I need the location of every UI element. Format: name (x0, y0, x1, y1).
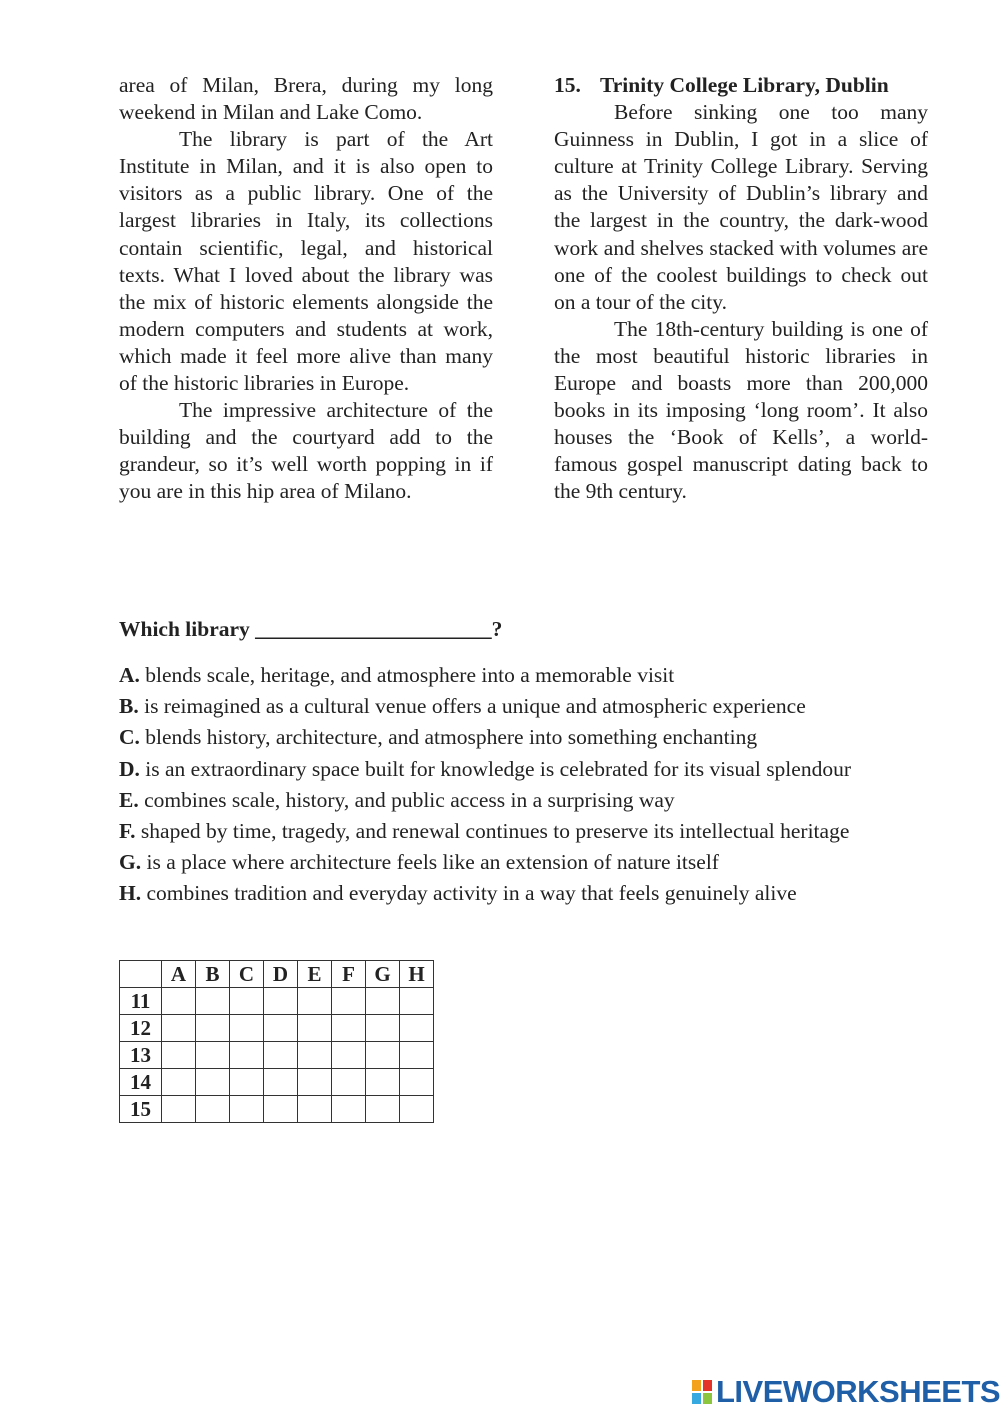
option-letter: E. (119, 787, 139, 812)
answer-cell[interactable] (162, 1096, 196, 1123)
logo-mark-block (703, 1393, 712, 1404)
answer-cell[interactable] (196, 1015, 230, 1042)
answer-grid-row (120, 1069, 434, 1096)
column-header: C (230, 961, 264, 988)
option-e (119, 785, 979, 816)
right-paragraph-2: The 18th-century building is one of the most beautiful historic libraries in Europe and boasts more than 200,000 books in its imposing ‘long room’. It also houses the ‘Book of Kells’, a world-famous gospel manuscript dating back to the 9th century. (554, 316, 928, 504)
answer-cell[interactable] (366, 988, 400, 1015)
option-letter: D. (119, 756, 140, 781)
answer-cell[interactable] (162, 1069, 196, 1096)
row-label: 11 (120, 988, 162, 1015)
answer-cell[interactable] (230, 1015, 264, 1042)
option-text: blends scale, heritage, and atmosphere into a memorable visit (139, 663, 675, 687)
answer-cell[interactable] (298, 988, 332, 1015)
logo-mark-block (703, 1380, 712, 1391)
logo-mark-block (692, 1380, 701, 1391)
option-text: blends history, architecture, and atmosphere into something enchanting (139, 725, 758, 750)
answer-grid-row (120, 1042, 434, 1069)
row-label: 15 (120, 1096, 162, 1123)
answer-cell[interactable] (400, 1015, 434, 1042)
question-prompt: Which library ______________________? (119, 617, 503, 641)
options-list (119, 660, 979, 910)
answer-cell[interactable] (196, 1069, 230, 1096)
answer-cell[interactable] (366, 1015, 400, 1042)
answer-cell[interactable] (366, 1042, 400, 1069)
logo-text: LIVEWORKSHEETS (716, 1374, 1000, 1409)
answer-cell[interactable] (230, 1042, 264, 1069)
left-paragraph-1: area of Milan, Brera, during my long weekend in Milan and Lake Como. (119, 73, 493, 125)
answer-cell[interactable] (264, 988, 298, 1015)
answer-cell[interactable] (332, 988, 366, 1015)
answer-cell[interactable] (230, 1069, 264, 1096)
right-paragraph-1: Before sinking one too many Guinness in Dublin, I got in a slice of culture at Trinity College Library. Serving as the University of Dublin’s library and the largest in the country, the dark-wood work and shelves stacked with volumes are one of the coolest buildings to check out on a tour of the city. (554, 100, 928, 314)
option-letter: G. (119, 850, 142, 875)
answer-cell[interactable] (196, 1042, 230, 1069)
option-h (119, 878, 979, 909)
grid-corner (120, 961, 162, 988)
column-header: G (366, 961, 400, 988)
option-b (119, 691, 979, 722)
answer-cell[interactable] (400, 1042, 434, 1069)
section-heading (554, 72, 928, 99)
column-header: D (264, 961, 298, 988)
answer-cell[interactable] (366, 1069, 400, 1096)
answer-cell[interactable] (162, 988, 196, 1015)
option-letter: H. (119, 881, 142, 906)
answer-cell[interactable] (332, 1042, 366, 1069)
answer-cell[interactable] (230, 1096, 264, 1123)
option-d (119, 754, 979, 785)
liveworksheets-logo (692, 1374, 1000, 1410)
answer-cell[interactable] (298, 1015, 332, 1042)
option-text: is an extraordinary space built for knowledge is celebrated for its visual splendour (139, 756, 851, 781)
answer-cell[interactable] (332, 1096, 366, 1123)
answer-cell[interactable] (196, 1096, 230, 1123)
option-letter: A. (119, 663, 140, 687)
answer-cell[interactable] (366, 1096, 400, 1123)
right-column (554, 72, 928, 506)
column-header: H (400, 961, 434, 988)
option-g (119, 847, 979, 878)
column-header: A (162, 961, 196, 988)
answer-cell[interactable] (264, 1042, 298, 1069)
answer-cell[interactable] (400, 1096, 434, 1123)
answer-cell[interactable] (162, 1015, 196, 1042)
answer-cell[interactable] (264, 1015, 298, 1042)
option-a (119, 660, 979, 691)
answer-cell[interactable] (298, 1042, 332, 1069)
column-header: B (196, 961, 230, 988)
left-paragraph-3: The impressive architecture of the building and the courtyard add to the grandeur, so it’s well worth popping in if you are in this hip area of Milano. (119, 398, 493, 504)
answer-cell[interactable] (400, 988, 434, 1015)
liveworksheets-logo-icon (692, 1380, 712, 1404)
row-label: 12 (120, 1015, 162, 1042)
option-letter: F. (119, 819, 136, 844)
answer-cell[interactable] (332, 1069, 366, 1096)
option-text: is a place where architecture feels like an extension of nature itself (141, 850, 719, 875)
answer-grid-row (120, 1096, 434, 1123)
answer-cell[interactable] (230, 988, 264, 1015)
option-text: combines scale, history, and public access in a surprising way (138, 787, 675, 812)
answer-cell[interactable] (400, 1069, 434, 1096)
option-letter: B. (119, 694, 139, 719)
answer-cell[interactable] (332, 1015, 366, 1042)
row-label: 14 (120, 1069, 162, 1096)
answer-grid-header (120, 961, 434, 988)
option-c (119, 722, 979, 753)
option-letter: C. (119, 725, 140, 750)
answer-cell[interactable] (162, 1042, 196, 1069)
left-column (119, 72, 493, 506)
column-header: F (332, 961, 366, 988)
option-text: is reimagined as a cultural venue offers a unique and atmospheric experience (138, 694, 806, 719)
answer-cell[interactable] (264, 1069, 298, 1096)
answer-grid-row (120, 988, 434, 1015)
option-text: shaped by time, tragedy, and renewal continues to preserve its intellectual heritage (135, 819, 850, 844)
column-header: E (298, 961, 332, 988)
option-text: combines tradition and everyday activity in a way that feels genuinely alive (141, 881, 797, 906)
left-paragraph-2: The library is part of the Art Institute in Milan, and it is also open to visitors as a public library. One of the largest libraries in Italy, its collections contain scientific, legal, and historical texts. What I loved about the library was the mix of historic elements alongside the modern computers and students at work, which made it feel more alive than many of the historic libraries in Europe. (119, 127, 493, 396)
answer-cell[interactable] (264, 1096, 298, 1123)
answer-grid-row (120, 1015, 434, 1042)
answer-cell[interactable] (196, 988, 230, 1015)
section-number: 15. (554, 73, 581, 97)
answer-cell[interactable] (298, 1069, 332, 1096)
row-label: 13 (120, 1042, 162, 1069)
answer-cell[interactable] (298, 1096, 332, 1123)
logo-mark-block (692, 1393, 701, 1404)
section-title: Trinity College Library, Dublin (600, 73, 889, 97)
option-f (119, 816, 979, 847)
answer-grid (119, 960, 434, 1123)
